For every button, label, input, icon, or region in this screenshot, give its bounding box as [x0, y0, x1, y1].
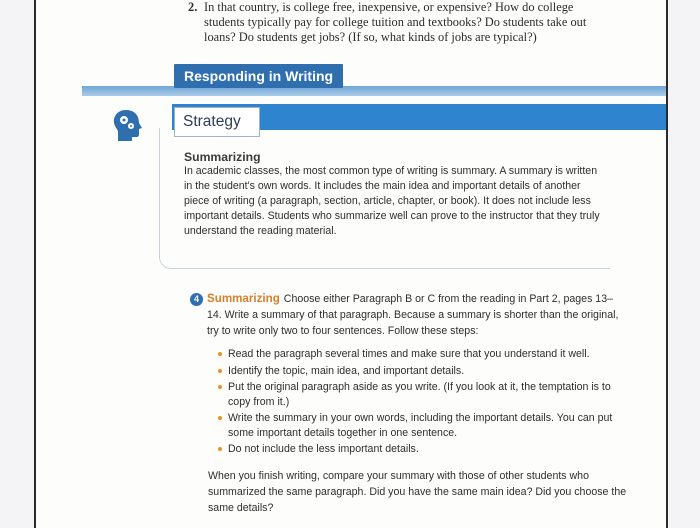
list-item: Put the original paragraph aside as you write. (If you look at it, the temptation is to copy from it.) — [218, 380, 618, 409]
discussion-question — [188, 0, 608, 45]
list-item: Identify the topic, main idea, and important details. — [218, 364, 618, 379]
textbook-page — [34, 0, 668, 528]
strategy-heading: Summarizing — [184, 150, 261, 164]
question-number: 2. — [188, 0, 198, 14]
activity-text: Choose either Paragraph B or C from the reading in Part 2, pages 13–14. Write a summary of that paragraph. Because a summary is shorter than the original, try to write only two to four sentences. Follow these steps: — [207, 293, 619, 337]
section-rule — [82, 86, 666, 96]
steps-list — [218, 347, 618, 459]
activity-number-badge: 4 — [190, 293, 203, 306]
strategy-label: Strategy — [174, 107, 260, 137]
activity-keyword: Summarizing — [207, 292, 280, 305]
strategy-body: In academic classes, the most common type of writing is summary. A summary is written in the student's own words. It includes the main idea and important details of another piece of writing (a paragraph, section, article, chapter, or book). It does not include less important details. Students who summarize well can prove to the instructor that they truly understand the reading material. — [184, 165, 600, 237]
head-gears-icon — [112, 108, 148, 142]
section-title: Responding in Writing — [174, 64, 343, 88]
list-item: Read the paragraph several times and make sure that you understand it well. — [218, 347, 618, 362]
closing-paragraph: When you finish writing, compare your summary with those of other students who summarized the same paragraph. Did you have the same main idea? Did you choose the same details? — [208, 470, 627, 514]
question-text: In that country, is college free, inexpensive, or expensive? How do college students typically pay for college tuition and textbooks? Do students take out loans? Do students get jobs? (If so, what kinds of jobs are typical?) — [204, 0, 587, 44]
list-item: Write the summary in your own words, including the important details. You can put some important details together in one sentence. — [218, 411, 618, 440]
list-item: Do not include the less important details. — [218, 442, 618, 457]
activity-instructions — [207, 291, 627, 339]
